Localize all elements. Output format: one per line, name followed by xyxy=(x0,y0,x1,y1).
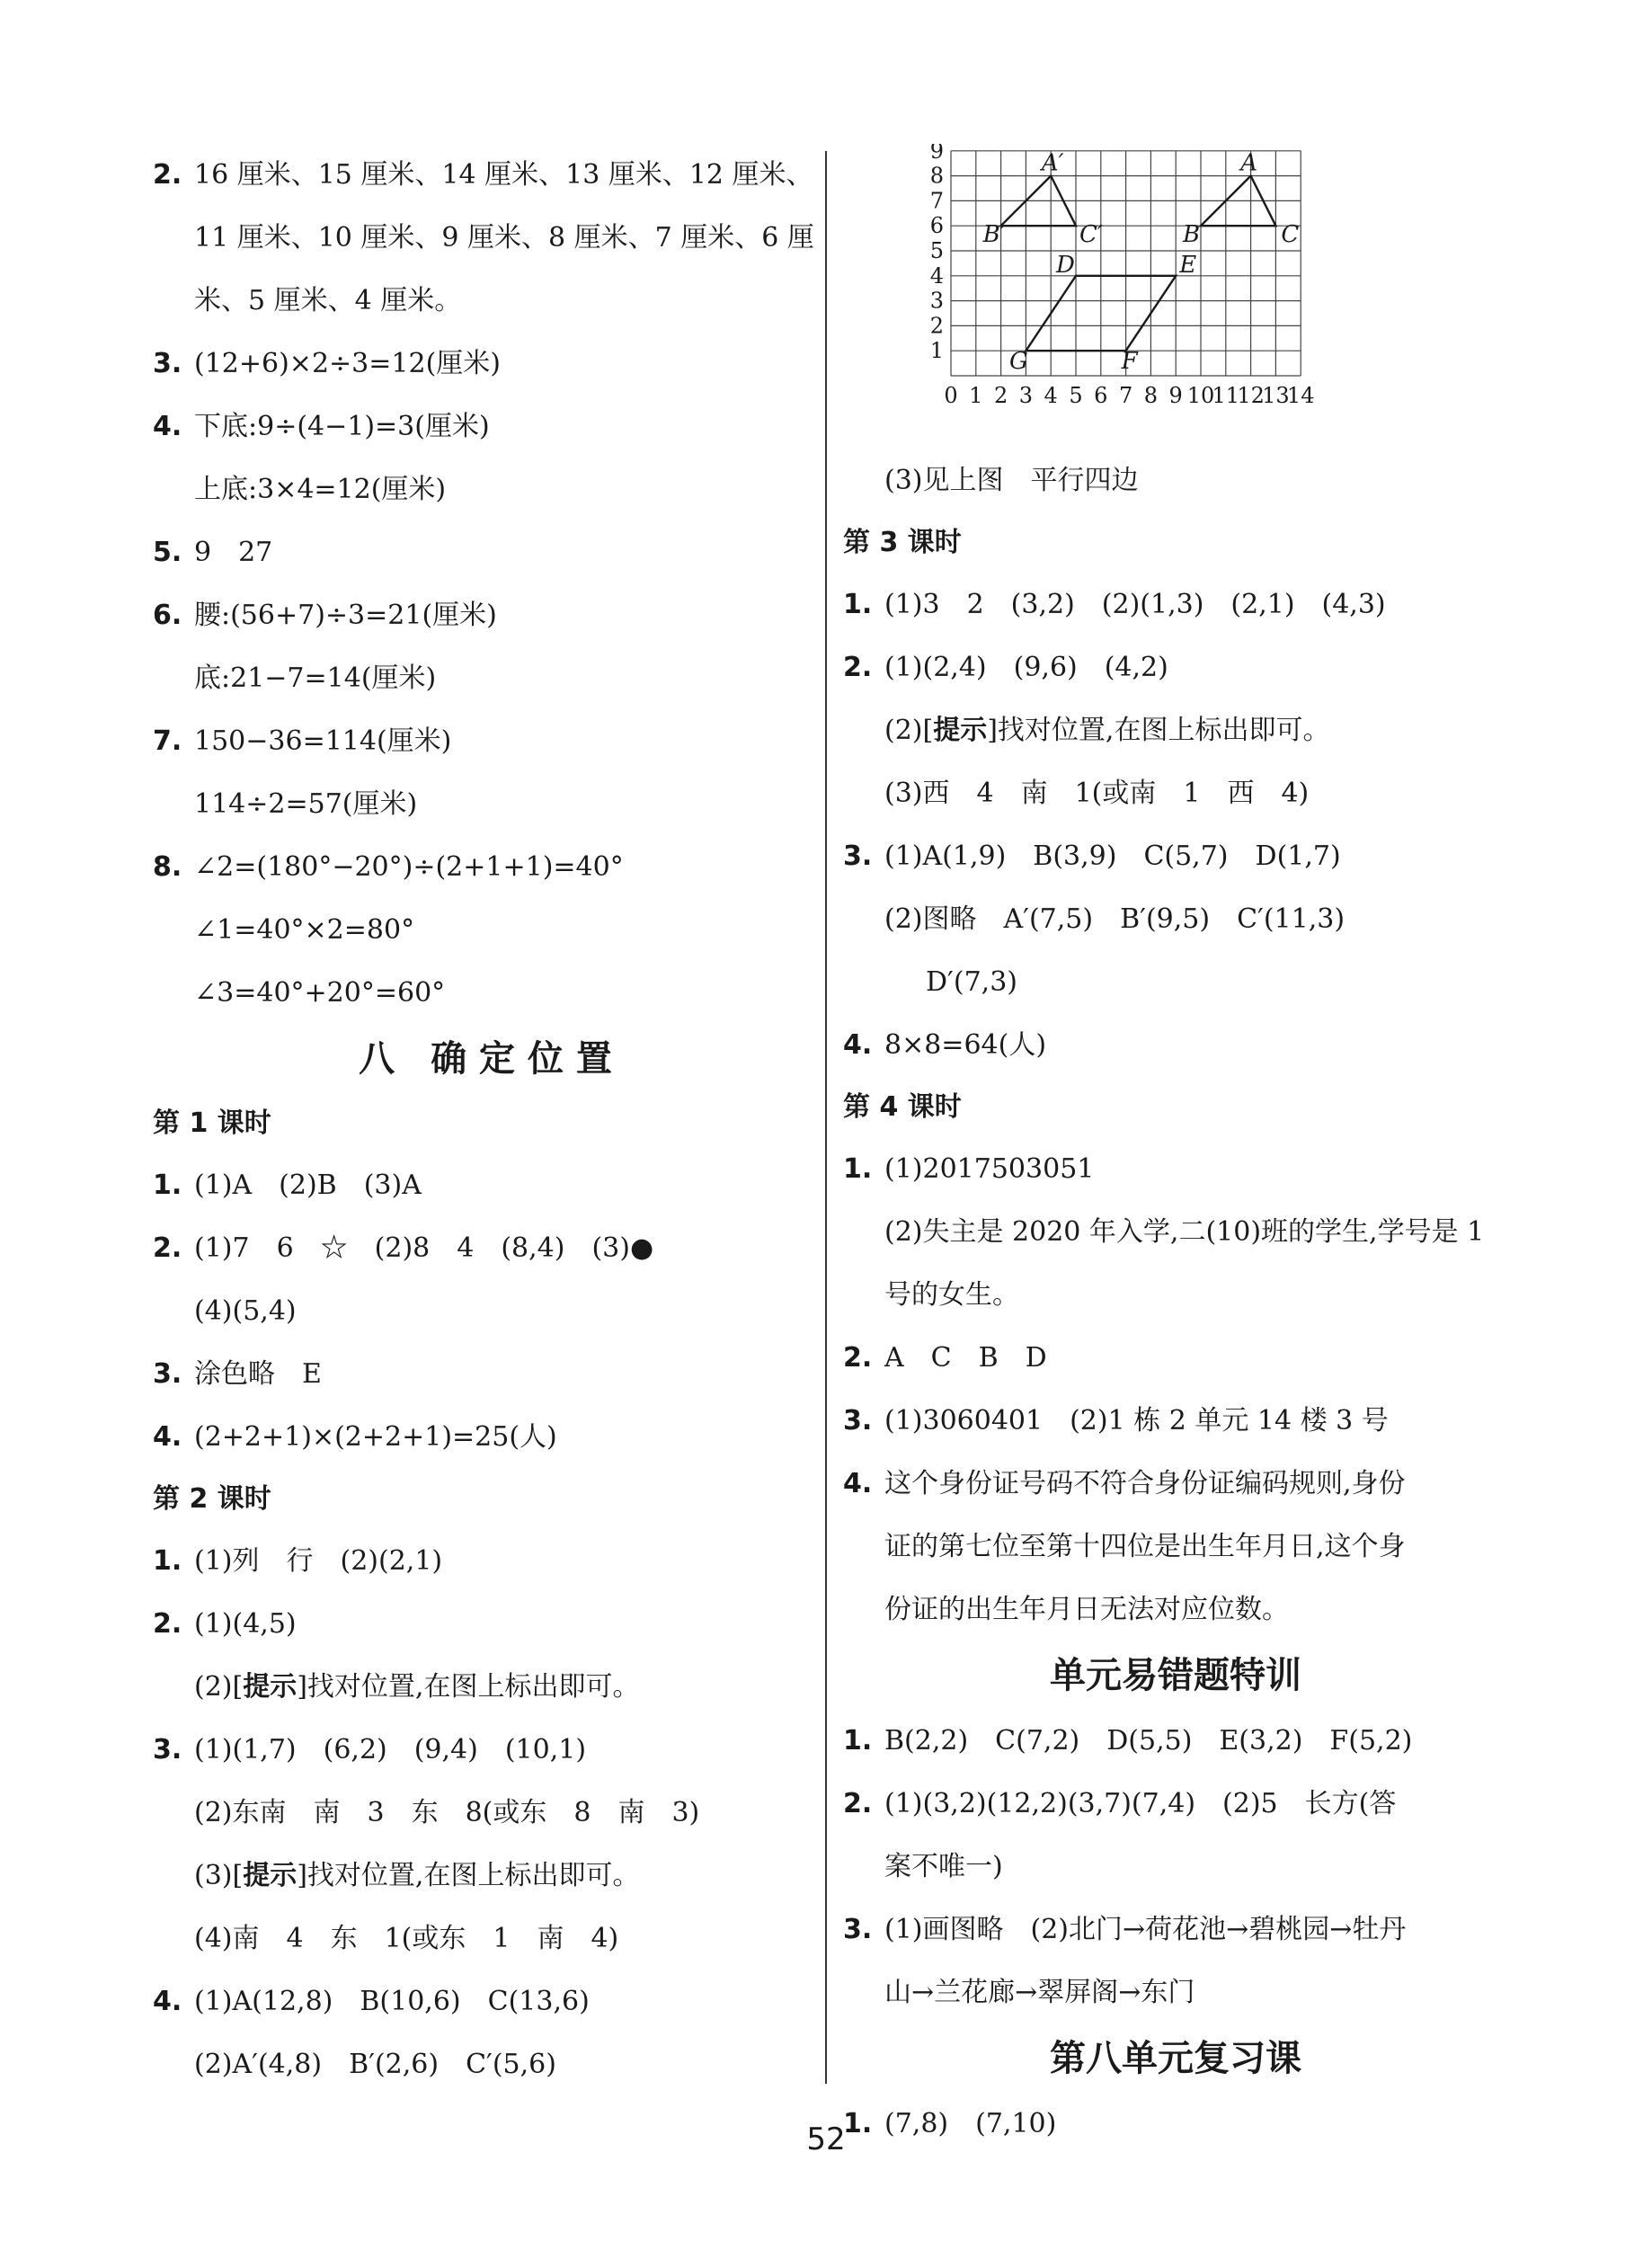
lesson-heading: 第 1 课时 xyxy=(153,1107,271,1139)
answer-item xyxy=(843,636,1508,699)
x-tick-label: 14 xyxy=(1286,383,1315,408)
hint-label: 提示 xyxy=(243,1671,298,1703)
column-divider xyxy=(825,151,827,2084)
item-text: 16 厘米、15 厘米、14 厘米、13 厘米、12 厘米、 xyxy=(194,159,813,191)
answer-item xyxy=(153,1343,818,1406)
hint-line xyxy=(153,1656,818,1719)
item-number: 4. xyxy=(843,1029,873,1061)
section-title: 八 确 定 位 置 xyxy=(359,1038,612,1080)
answer-continuation: (2)东南 南 3 东 8(或东 8 南 3) xyxy=(194,1797,700,1828)
answer-continuation: 114÷2=57(厘米) xyxy=(194,788,418,820)
item-text: B(2,2) C(7,2) D(5,5) E(3,2) F(5,2) xyxy=(884,1725,1413,1757)
answer-continuation: (4)南 4 东 1(或东 1 南 4) xyxy=(194,1923,619,1954)
item-text: (1)(1,7) (6,2) (9,4) (10,1) xyxy=(194,1734,587,1765)
item-number: 6. xyxy=(153,600,182,631)
item-text: (1)7 6 ☆ (2)8 4 (8,4) (3)● xyxy=(194,1232,654,1264)
x-tick-label: 1 xyxy=(969,383,983,408)
answer-item xyxy=(843,1390,1508,1453)
point-label: C xyxy=(1281,221,1300,249)
hint-label: 提示 xyxy=(243,1860,298,1891)
y-tick-label: 5 xyxy=(929,238,944,263)
x-tick-label: 0 xyxy=(944,383,958,408)
item-text: A C B D xyxy=(884,1342,1047,1374)
x-tick-label: 12 xyxy=(1237,383,1265,408)
point-label: D xyxy=(1056,251,1075,279)
lesson-heading: 第 3 课时 xyxy=(843,527,962,558)
item-text: (1)2017503051 xyxy=(884,1153,1095,1185)
hint-line xyxy=(843,699,1508,762)
item-number: 2. xyxy=(153,159,182,191)
point-label: G xyxy=(1009,348,1028,376)
item-text: (1)(3,2)(12,2)(3,7)(7,4) (2)5 长方(答 xyxy=(884,1788,1397,1819)
answer-item xyxy=(153,1719,818,1782)
answer-item xyxy=(153,144,818,207)
item-text: ∠2=(180°−20°)÷(2+1+1)=40° xyxy=(194,851,624,883)
answer-continuation: (3)西 4 南 1(或南 1 西 4) xyxy=(884,778,1310,809)
item-number: 1. xyxy=(843,1153,873,1185)
item-text: 9 27 xyxy=(194,537,273,568)
answer-item xyxy=(843,1138,1508,1201)
answer-continuation: D′(7,3) xyxy=(926,966,1017,998)
right-column xyxy=(843,144,1508,2156)
y-tick-label: 9 xyxy=(929,144,944,164)
answer-item xyxy=(843,825,1508,888)
answer-item xyxy=(153,584,818,647)
answer-item xyxy=(153,1530,818,1593)
hint-text: (2)[ xyxy=(194,1671,244,1703)
item-number: 1. xyxy=(153,1545,182,1577)
x-tick-label: 6 xyxy=(1094,383,1108,408)
item-number: 4. xyxy=(153,1421,182,1453)
x-tick-label: 3 xyxy=(1018,383,1034,408)
x-tick-label: 4 xyxy=(1044,383,1058,408)
left-column xyxy=(153,144,818,2096)
y-tick-label: 7 xyxy=(929,188,944,214)
item-number: 2. xyxy=(843,652,873,683)
item-number: 1. xyxy=(153,1170,182,1201)
answer-item xyxy=(843,1327,1508,1390)
item-text: (1)列 行 (2)(2,1) xyxy=(194,1545,443,1577)
answer-item xyxy=(153,396,818,458)
item-number: 4. xyxy=(153,411,182,442)
point-label: A′ xyxy=(1041,149,1064,177)
item-number: 7. xyxy=(153,725,182,757)
answer-item xyxy=(843,574,1508,636)
answer-item xyxy=(153,710,818,773)
answer-continuation: (3)见上图 平行四边 xyxy=(884,465,1139,496)
answer-item xyxy=(843,1899,1508,1961)
section-title: 单元易错题特训 xyxy=(1050,1655,1301,1696)
y-tick-label: 1 xyxy=(929,338,944,364)
item-number: 8. xyxy=(153,851,182,883)
item-number: 5. xyxy=(153,537,182,568)
answer-continuation: 米、5 厘米、4 厘米。 xyxy=(194,285,462,316)
answer-continuation: (2)失主是 2020 年入学,二(10)班的学生,学号是 1 xyxy=(884,1216,1485,1248)
item-text: (2+2+1)×(2+2+1)=25(人) xyxy=(194,1421,557,1453)
point-label: B xyxy=(1183,221,1201,249)
item-text: (1)3060401 (2)1 栋 2 单元 14 楼 3 号 xyxy=(884,1405,1389,1436)
item-number: 3. xyxy=(843,1405,873,1436)
item-text: 8×8=64(人) xyxy=(884,1029,1047,1061)
answer-item xyxy=(153,836,818,899)
x-tick-label: 8 xyxy=(1143,383,1159,408)
item-text: 下底:9÷(4−1)=3(厘米) xyxy=(194,411,490,442)
answer-continuation: 证的第七位至第十四位是出生年月日,这个身 xyxy=(884,1531,1406,1562)
hint-text: ]找对位置,在图上标出即可。 xyxy=(297,1860,640,1891)
item-text: (1)A(1,9) B(3,9) C(5,7) D(1,7) xyxy=(884,840,1341,872)
item-text: (1)(4,5) xyxy=(194,1608,297,1640)
item-text: (12+6)×2÷3=12(厘米) xyxy=(194,348,501,379)
x-tick-label: 5 xyxy=(1069,383,1083,408)
item-text: (1)画图略 (2)北门→荷花池→碧桃园→牡丹 xyxy=(884,1914,1407,1945)
y-tick-label: 2 xyxy=(929,313,944,339)
answer-item xyxy=(153,1593,818,1656)
item-text: 150−36=114(厘米) xyxy=(194,725,452,757)
hint-label: 提示 xyxy=(933,715,988,746)
item-number: 2. xyxy=(843,1342,873,1374)
item-text: (7,8) (7,10) xyxy=(884,2108,1057,2139)
y-tick-label: 3 xyxy=(929,288,944,314)
point-label: A xyxy=(1240,149,1257,177)
item-number: 3. xyxy=(153,1358,182,1390)
answer-continuation: (2)A′(4,8) B′(2,6) C′(5,6) xyxy=(194,2049,556,2080)
item-number: 4. xyxy=(843,1468,873,1499)
answer-continuation: (4)(5,4) xyxy=(194,1295,297,1327)
answer-continuation: 底:21−7=14(厘米) xyxy=(194,663,437,694)
answer-continuation: ∠1=40°×2=80° xyxy=(194,914,415,946)
x-tick-label: 7 xyxy=(1118,383,1133,408)
y-tick-label: 8 xyxy=(929,163,944,189)
point-label: C′ xyxy=(1079,221,1103,249)
item-text: (1)3 2 (3,2) (2)(1,3) (2,1) (4,3) xyxy=(884,589,1386,620)
answer-item xyxy=(153,1970,818,2033)
x-tick-label: 9 xyxy=(1168,383,1183,408)
item-number: 3. xyxy=(153,1734,182,1765)
y-tick-label: 6 xyxy=(929,213,944,239)
x-tick-label: 13 xyxy=(1262,383,1290,408)
lesson-heading: 第 2 课时 xyxy=(153,1483,271,1515)
item-number: 2. xyxy=(153,1608,182,1640)
answer-item xyxy=(153,1217,818,1280)
answer-continuation: 份证的出生年月日无法对应位数。 xyxy=(884,1594,1289,1625)
page-number: 52 xyxy=(806,2121,846,2157)
answer-continuation: 上底:3×4=12(厘米) xyxy=(194,474,447,505)
item-number: 1. xyxy=(843,589,873,620)
item-number: 3. xyxy=(843,1914,873,1945)
hint-text: ]找对位置,在图上标出即可。 xyxy=(987,715,1330,746)
item-text: (1)(2,4) (9,6) (4,2) xyxy=(884,652,1168,683)
point-label: E xyxy=(1179,251,1197,279)
answer-continuation: 山→兰花廊→翠屏阁→东门 xyxy=(884,1977,1195,2008)
point-label: B′ xyxy=(982,221,1006,249)
item-number: 2. xyxy=(153,1232,182,1264)
item-text: 这个身份证号码不符合身份证编码规则,身份 xyxy=(884,1468,1406,1499)
answer-continuation: (2)图略 A′(7,5) B′(9,5) C′(11,3) xyxy=(884,903,1346,935)
answer-item xyxy=(843,1014,1508,1077)
lesson-heading: 第 4 课时 xyxy=(843,1091,962,1123)
y-tick-label: 4 xyxy=(929,262,944,289)
hint-text: (2)[ xyxy=(884,715,934,746)
answer-item xyxy=(153,1406,818,1469)
item-number: 4. xyxy=(153,1986,182,2017)
item-text: 腰:(56+7)÷3=21(厘米) xyxy=(194,600,497,631)
point-label: F xyxy=(1121,348,1138,376)
answer-item xyxy=(153,333,818,396)
answer-item xyxy=(843,1453,1508,1516)
item-text: (1)A(12,8) B(10,6) C(13,6) xyxy=(194,1986,590,2017)
answer-item xyxy=(153,1154,818,1217)
answer-continuation: 号的女生。 xyxy=(884,1279,1019,1311)
x-tick-label: 10 xyxy=(1186,383,1215,408)
answer-continuation: ∠3=40°+20°=60° xyxy=(194,977,446,1009)
item-number: 3. xyxy=(843,840,873,872)
item-number: 3. xyxy=(153,348,182,379)
item-number: 2. xyxy=(843,1788,873,1819)
answer-item xyxy=(843,1773,1508,1836)
answer-continuation: 11 厘米、10 厘米、9 厘米、8 厘米、7 厘米、6 厘 xyxy=(194,222,814,253)
hint-text: ]找对位置,在图上标出即可。 xyxy=(297,1671,640,1703)
item-text: (1)A (2)B (3)A xyxy=(194,1170,422,1201)
item-number: 1. xyxy=(843,2108,873,2139)
x-tick-label: 2 xyxy=(993,383,1008,408)
hint-line xyxy=(153,1845,818,1908)
item-text: 涂色略 E xyxy=(194,1358,322,1390)
item-number: 1. xyxy=(843,1725,873,1757)
answer-item xyxy=(843,1710,1508,1773)
hint-text: (3)[ xyxy=(194,1860,244,1891)
x-tick-label: 11 xyxy=(1212,383,1240,408)
answer-continuation: 案不唯一) xyxy=(884,1851,1003,1882)
answer-item xyxy=(153,521,818,584)
section-title: 第八单元复习课 xyxy=(1050,2038,1301,2079)
